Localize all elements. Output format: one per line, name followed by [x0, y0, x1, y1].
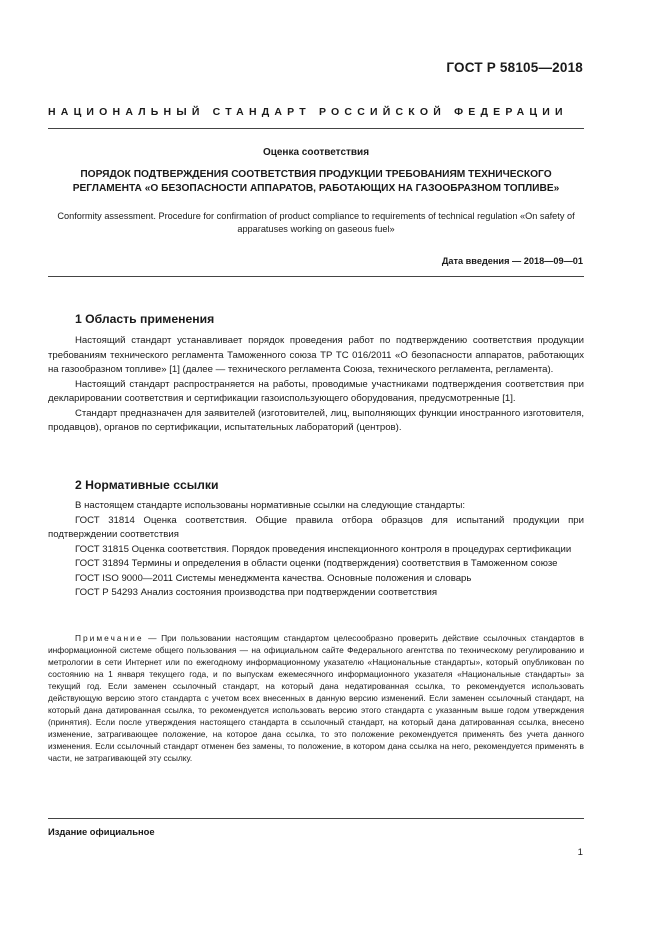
reference-item: ГОСТ 31894 Термины и определения в области оценки (подтверждения) соответствия в Таможенном союзе	[75, 558, 558, 569]
reference-item: ГОСТ Р 54293 Анализ состояния производства при подтверждении соответствия	[75, 587, 438, 598]
section-1-paragraph: Настоящий стандарт устанавливает порядок проведения работ по подтверждению соответствия продукции требованиям технического регламента Таможенного союза ТР ТС 016/2011 «О безопасности аппаратов, работающих на газообразном топливе» [1] (далее — технического регламента Союза, технического регламента, регламента).	[48, 335, 584, 375]
header-divider	[48, 128, 584, 129]
standard-subject: Оценка соответствия	[262, 147, 370, 158]
section-2-heading: 2 Нормативные ссылки	[75, 478, 219, 492]
section-1-heading: 1 Область применения	[75, 312, 215, 326]
section-1-paragraph: Настоящий стандарт распространяется на работы, проводимые участниками подтверждения соответствия при декларировании соответствия и сертификации газоиспользующего оборудования, предусмотренные [1].	[48, 378, 584, 404]
title-divider	[48, 276, 584, 277]
reference-item: ГОСТ 31814 Оценка соответствия. Общие правила отбора образцов для испытаний продукции при подтверждении соответствия	[48, 514, 584, 540]
note-block	[48, 632, 584, 764]
section-1-paragraph: Стандарт предназначен для заявителей (изготовителей, лиц, выполняющих функции иностранного изготовителя, продавцов), органов по сертификации, испытательных лабораторий (центров).	[48, 407, 584, 433]
reference-item: ГОСТ ISO 9000—2011 Системы менеджмента качества. Основные положения и словарь	[75, 572, 472, 584]
page-number: 1	[577, 847, 583, 858]
note-label: Примечание	[75, 633, 144, 643]
section-2-intro: В настоящем стандарте использованы нормативные ссылки на следующие стандарты:	[75, 500, 466, 511]
introduction-date: Дата введения — 2018—09—01	[441, 256, 583, 266]
reference-item: ГОСТ 31815 Оценка соответствия. Порядок проведения инспекционного контроля в процедурах сертификации	[75, 543, 572, 555]
standard-number: ГОСТ Р 58105—2018	[446, 60, 583, 75]
note-text: — При пользовании настоящим стандартом целесообразно проверить действие ссылочных стандартов в информационной системе общего пользования — на официальном сайте Федерального агентства по техническому регулированию и метрологии в сети Интернет или по ежегодному информационному указателю «Национальные стандарты», который опубликован по состоянию на 1 января текущего года, и по выпускам ежемесячного информационного указателя «Национальные стандарты» за текущий год. Если заменен ссылочный стандарт, на который дана недатированная ссылка, то рекомендуется использовать действующую версию этого стандарта с учетом всех внесенных в данную версию изменений. Если заменен ссылочный стандарт, на который дана датированная ссылка, то рекомендуется использовать версию этого стандарта с указанным выше годом утверждения (принятия). Если после утверждения настоящего стандарта в ссылочный стандарт, на который дана датированная ссылка, внесено изменение, затрагивающее положение, на которое дана ссылка, то это положение рекомендуется применять без учета данного изменения. Если ссылочный стандарт отменен без замены, то положение, в котором дана ссылка на него, рекомендуется применять в части, не затрагивающей эту ссылку.	[48, 633, 584, 763]
national-standard-banner: НАЦИОНАЛЬНЫЙ СТАНДАРТ РОССИЙСКОЙ ФЕДЕРАЦИИ	[48, 106, 568, 118]
footer-divider	[48, 818, 584, 819]
section-2-body	[48, 499, 584, 601]
section-1-body	[48, 334, 584, 436]
standard-title-en: Conformity assessment. Procedure for confirmation of product compliance to requirements of technical regulation «On safety of apparatuses working on gaseous fuel»	[57, 211, 575, 234]
standard-title-ru: ПОРЯДОК ПОДТВЕРЖДЕНИЯ СООТВЕТСТВИЯ ПРОДУКЦИИ ТРЕБОВАНИЯМ ТЕХНИЧЕСКОГО РЕГЛАМЕНТА «О БЕЗОПАСНОСТИ АППАРАТОВ, РАБОТАЮЩИХ НА ГАЗООБРАЗНОМ ТОПЛИВЕ»	[72, 169, 560, 194]
official-edition-label: Издание официальное	[48, 826, 155, 837]
